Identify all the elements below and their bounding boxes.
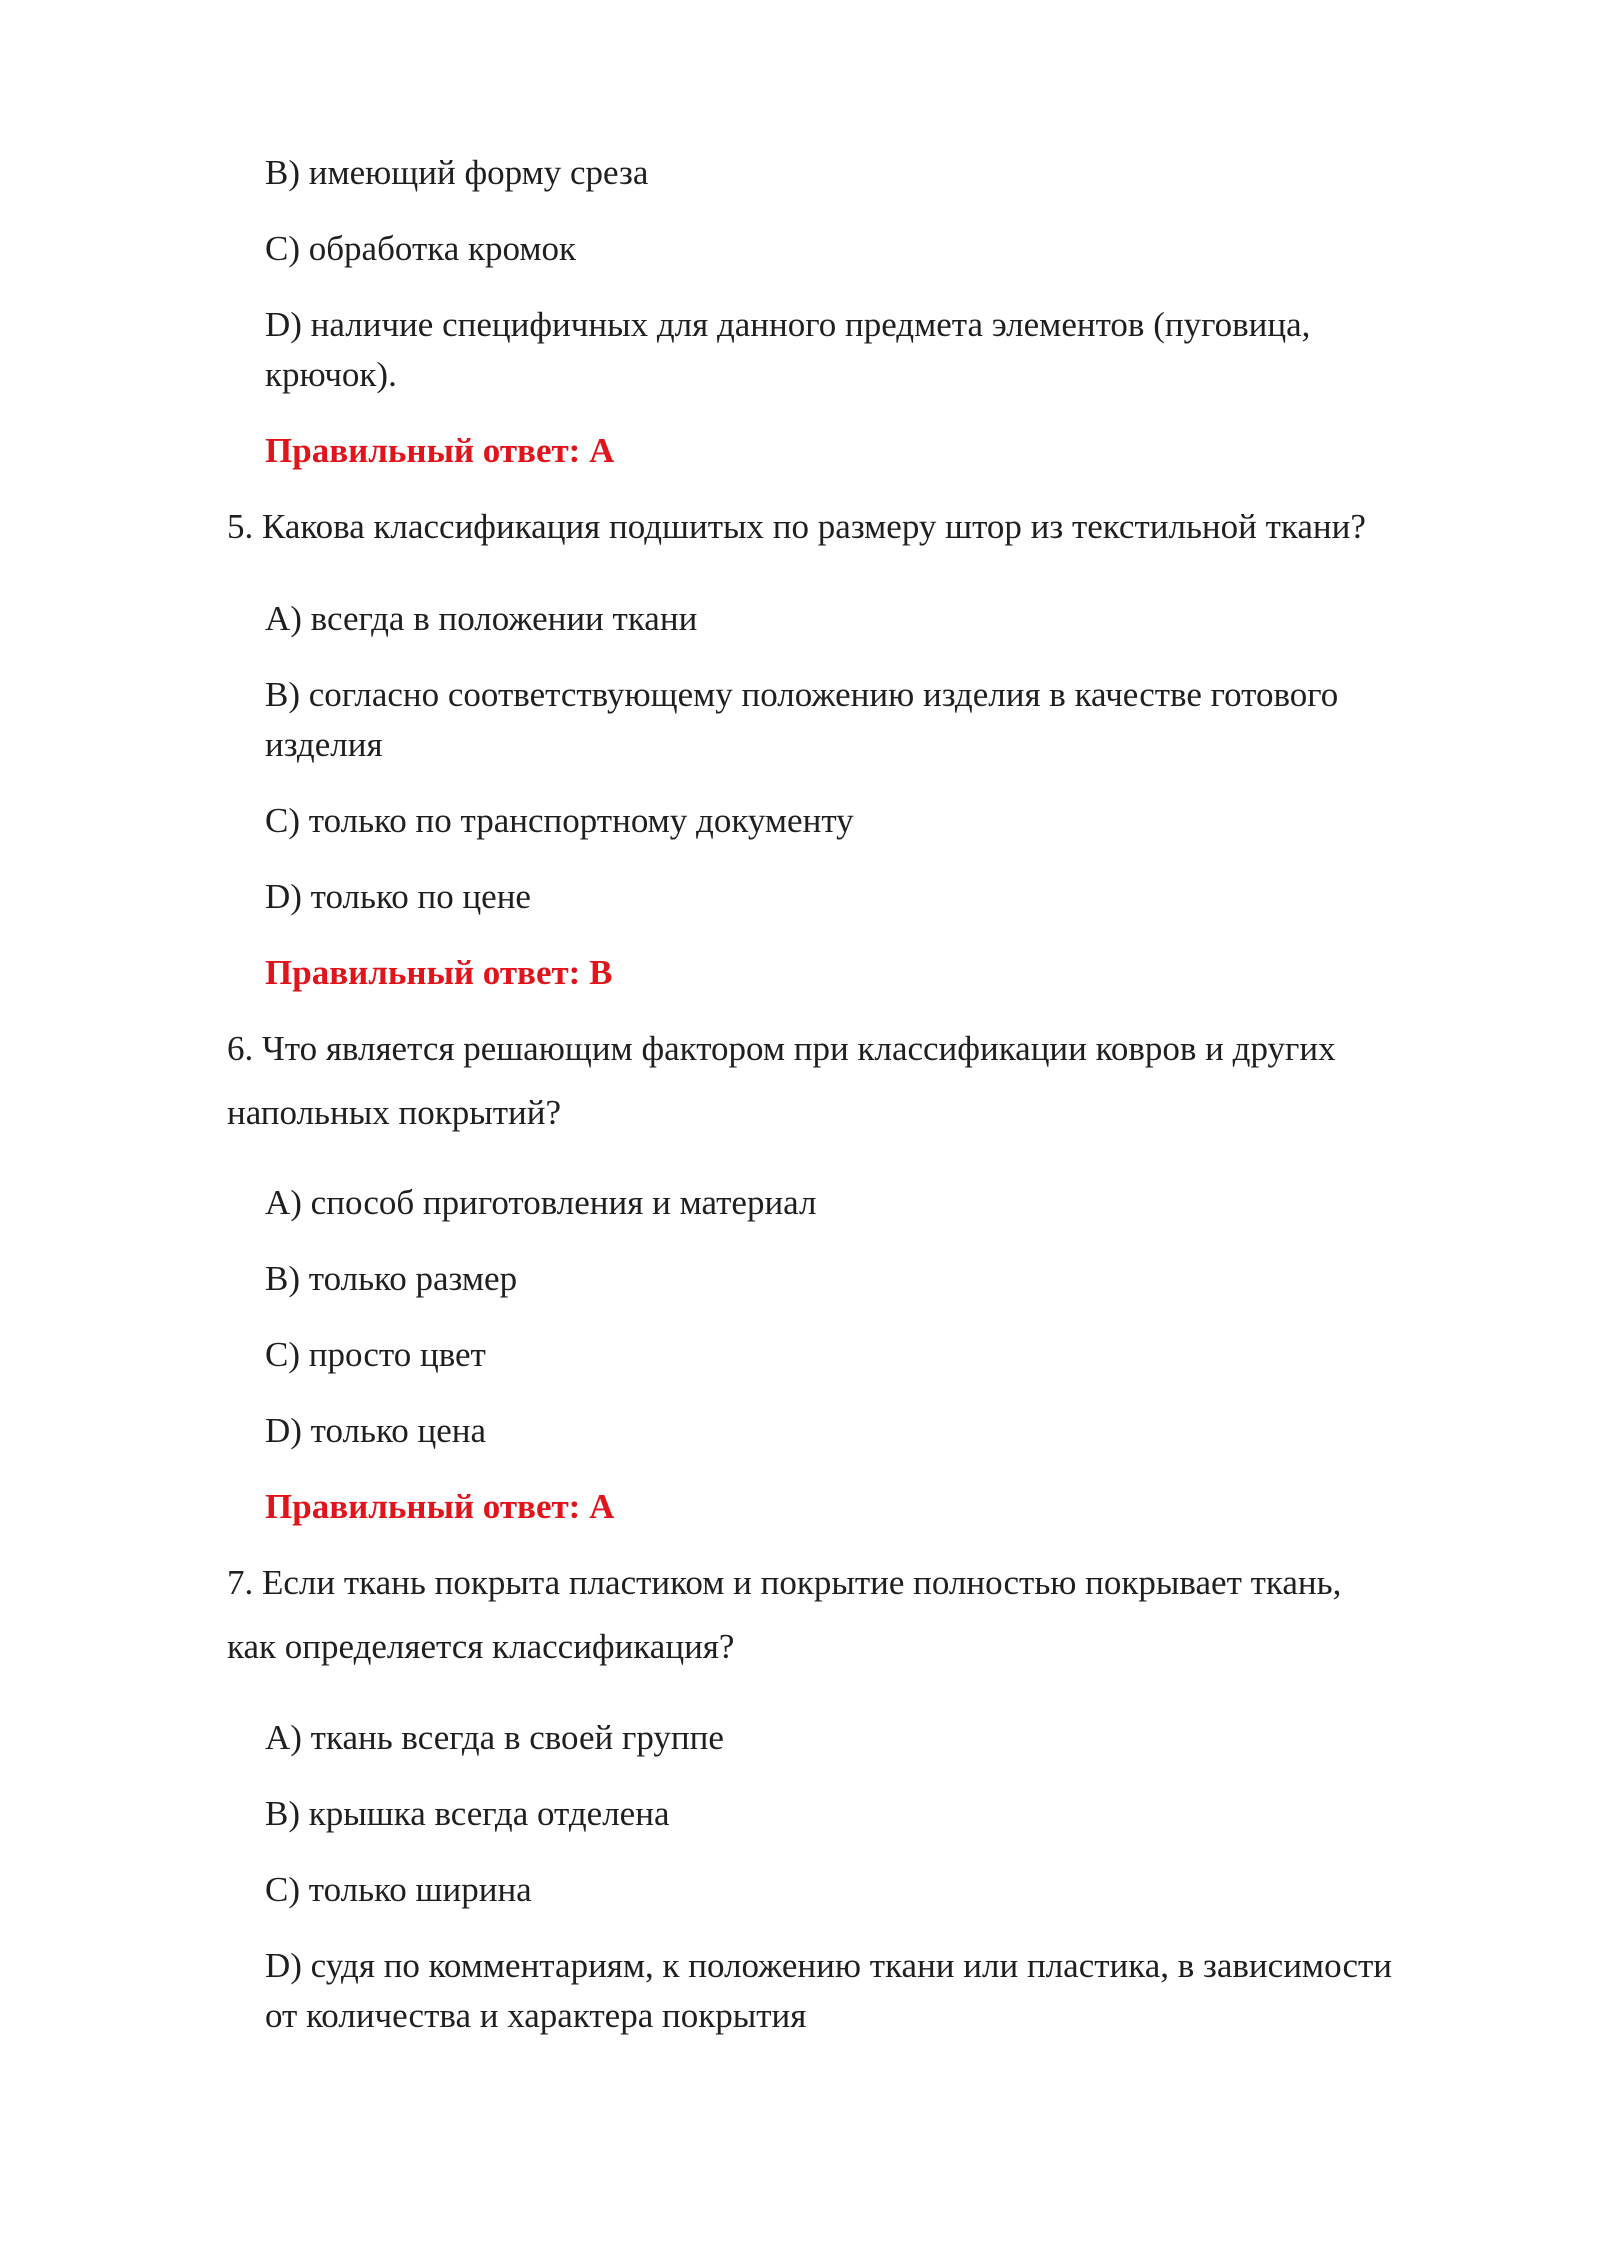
q6-question-line1: 6. Что является решающим фактором при классификации ковров и других <box>227 1029 1336 1068</box>
q6-option-c: C) просто цвет <box>265 1335 486 1374</box>
q4-option-c: C) обработка кромок <box>265 229 576 268</box>
q6-question-line2: напольных покрытий? <box>227 1093 562 1132</box>
q5-question: 5. Какова классификация подшитых по размеру штор из текстильной ткани? <box>227 507 1366 546</box>
q5-option-d: D) только по цене <box>265 877 531 916</box>
q7-option-a: A) ткань всегда в своей группе <box>265 1718 724 1757</box>
q5-option-b-line2: изделия <box>265 725 383 764</box>
q4-option-b: B) имеющий форму среза <box>265 153 649 192</box>
q5-option-c: C) только по транспортному документу <box>265 801 854 840</box>
q5-option-b-line1: B) согласно соответствующему положению изделия в качестве готового <box>265 675 1339 714</box>
q7-option-c: C) только ширина <box>265 1870 532 1909</box>
q4-option-d-line2: крючок). <box>265 355 397 394</box>
q6-option-d: D) только цена <box>265 1411 486 1450</box>
q7-question-line2: как определяется классификация? <box>227 1627 735 1666</box>
q4-correct-answer: Правильный ответ: A <box>265 431 615 470</box>
q6-correct-answer: Правильный ответ: A <box>265 1487 615 1526</box>
q4-option-d-line1: D) наличие специфичных для данного предмета элементов (пуговица, <box>265 305 1311 344</box>
q5-correct-answer: Правильный ответ: B <box>265 953 613 992</box>
q7-option-d-line2: от количества и характера покрытия <box>265 1996 807 2035</box>
q7-question-line1: 7. Если ткань покрыта пластиком и покрытие полностью покрывает ткань, <box>227 1563 1342 1602</box>
q6-option-b: B) только размер <box>265 1259 518 1298</box>
q6-option-a: A) способ приготовления и материал <box>265 1183 817 1222</box>
q5-option-a: A) всегда в положении ткани <box>265 599 698 638</box>
q7-option-b: B) крышка всегда отделена <box>265 1794 670 1833</box>
q7-option-d-line1: D) судя по комментариям, к положению ткани или пластика, в зависимости <box>265 1946 1393 1985</box>
